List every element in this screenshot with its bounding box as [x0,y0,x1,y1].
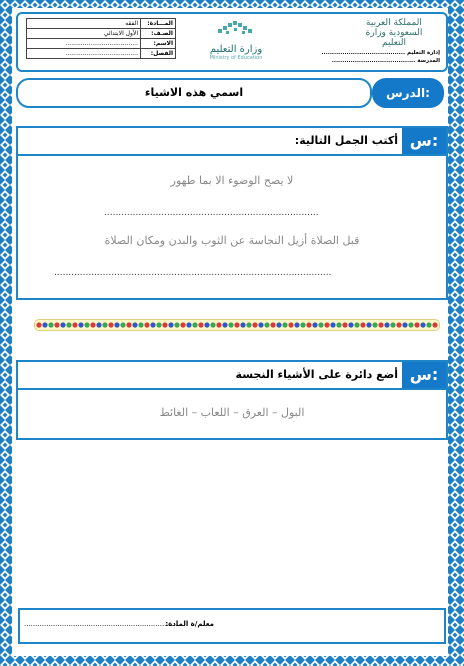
bead-dot [96,322,101,327]
bead-dot [420,322,425,327]
student-info-table [26,18,176,59]
question-2-options[interactable]: البول – العرق – اللعاب – الغائط [159,406,305,419]
question-1-box [16,126,448,300]
admin-label: إدارة التعليم [406,50,440,56]
table-row [27,49,176,59]
bead-dot [258,322,263,327]
bead-dot [318,322,323,327]
bead-dot [396,322,401,327]
bead-dot [42,322,47,327]
bead-dot [228,322,233,327]
bead-dot [186,322,191,327]
question-1-sentence-2: قبل الصلاة أزيل النجاسة عن الثوب والبدن ومكان الصلاة [104,234,360,247]
class-label: الفصل: [141,49,176,59]
bead-dot [300,322,305,327]
bead-dot [48,322,53,327]
question-2-box [16,360,448,440]
name-label: الاسم: [141,39,176,49]
bead-dot [102,322,107,327]
bead-dot [60,322,65,327]
bead-dot [144,322,149,327]
bead-dot [432,322,437,327]
name-field[interactable]: ...................................... [27,39,141,49]
writing-line-1[interactable]: ........................................................................... [104,208,319,218]
bead-dot [264,322,269,327]
school-value: ........................................ [331,58,416,64]
bead-dot [240,322,245,327]
bead-dot [348,322,353,327]
kingdom-calligraphy: المملكة العربية السعودية وزارة التعليم [365,18,423,48]
table-row [27,19,176,29]
bead-dot [360,322,365,327]
lesson-row [16,78,444,108]
ministry-name: وزارة التعليم [209,44,263,55]
grade-label: الصـف: [141,29,176,39]
admin-line [300,50,440,56]
bead-dot [402,322,407,327]
lesson-tag: الدرس: [372,78,444,108]
bead-dot [162,322,167,327]
bead-dot [426,322,431,327]
bead-dot [408,322,413,327]
bead-dot [342,322,347,327]
bead-dot [234,322,239,327]
ministry-name-en: Ministry of Education [209,55,263,61]
school-label: المدرسة [417,58,440,64]
bead-dot [90,322,95,327]
bead-dot [156,322,161,327]
bead-dot [78,322,83,327]
bead-dot [84,322,89,327]
admin-value: ........................................ [321,50,406,56]
bead-divider [34,319,440,331]
lesson-title: اسمي هذه الاشياء [16,78,372,108]
bead-dot [150,322,155,327]
bead-dot [282,322,287,327]
bead-dot [120,322,125,327]
teacher-name-field[interactable]: ...................................................................... [24,620,180,628]
writing-line-2[interactable]: ................................................................................................. [54,268,332,278]
bead-dot [168,322,173,327]
bead-dot [66,322,71,327]
subject-value: الفقه [27,19,141,29]
bead-dot [36,322,41,327]
subject-label: المـــادة: [141,19,176,29]
bead-dot [72,322,77,327]
bead-dot [246,322,251,327]
question-1-tag: س: [402,128,446,154]
bead-dot [210,322,215,327]
table-row [27,39,176,49]
school-info-block [300,18,440,66]
bead-dot [204,322,209,327]
table-row [27,29,176,39]
bead-dot [216,322,221,327]
bead-dot [174,322,179,327]
bead-dot [126,322,131,327]
bead-dot [54,322,59,327]
bead-dot [390,322,395,327]
bead-dot [414,322,419,327]
bead-dot [192,322,197,327]
bead-dot [252,322,257,327]
bead-dot [372,322,377,327]
question-1-sentence-1: لا يصح الوضوء الا بما طهور [170,174,294,187]
bead-dot [366,322,371,327]
bead-dot [198,322,203,327]
question-2-tag: س: [402,362,446,388]
question-2-header [18,362,446,390]
question-2-title: أضع دائرة على الأشياء النجسة [235,368,398,381]
bead-dot [276,322,281,327]
bead-dot [180,322,185,327]
bead-dot [222,322,227,327]
question-1-header [18,128,446,156]
bead-dot [378,322,383,327]
bead-dot [384,322,389,327]
bead-dot [270,322,275,327]
teacher-label: معلم/ة المادة: [165,620,214,628]
bead-dot [324,322,329,327]
ministry-logo-icon [214,20,258,38]
school-line [300,58,440,64]
bead-dot [294,322,299,327]
page-content [12,8,448,656]
bead-dot [138,322,143,327]
bead-dot [108,322,113,327]
bead-dot [306,322,311,327]
document-header [16,12,448,72]
bead-dot [114,322,119,327]
class-field[interactable]: ...................................... [27,49,141,59]
teacher-footer [18,608,446,644]
bead-dot [336,322,341,327]
bead-dot [354,322,359,327]
bead-dot [132,322,137,327]
question-1-title: أكتب الجمل التالية: [294,134,398,147]
bead-dot [330,322,335,327]
ministry-logo [186,20,286,64]
grade-value: الأول الابتدائي [27,29,141,39]
bead-dot [312,322,317,327]
bead-dot [288,322,293,327]
